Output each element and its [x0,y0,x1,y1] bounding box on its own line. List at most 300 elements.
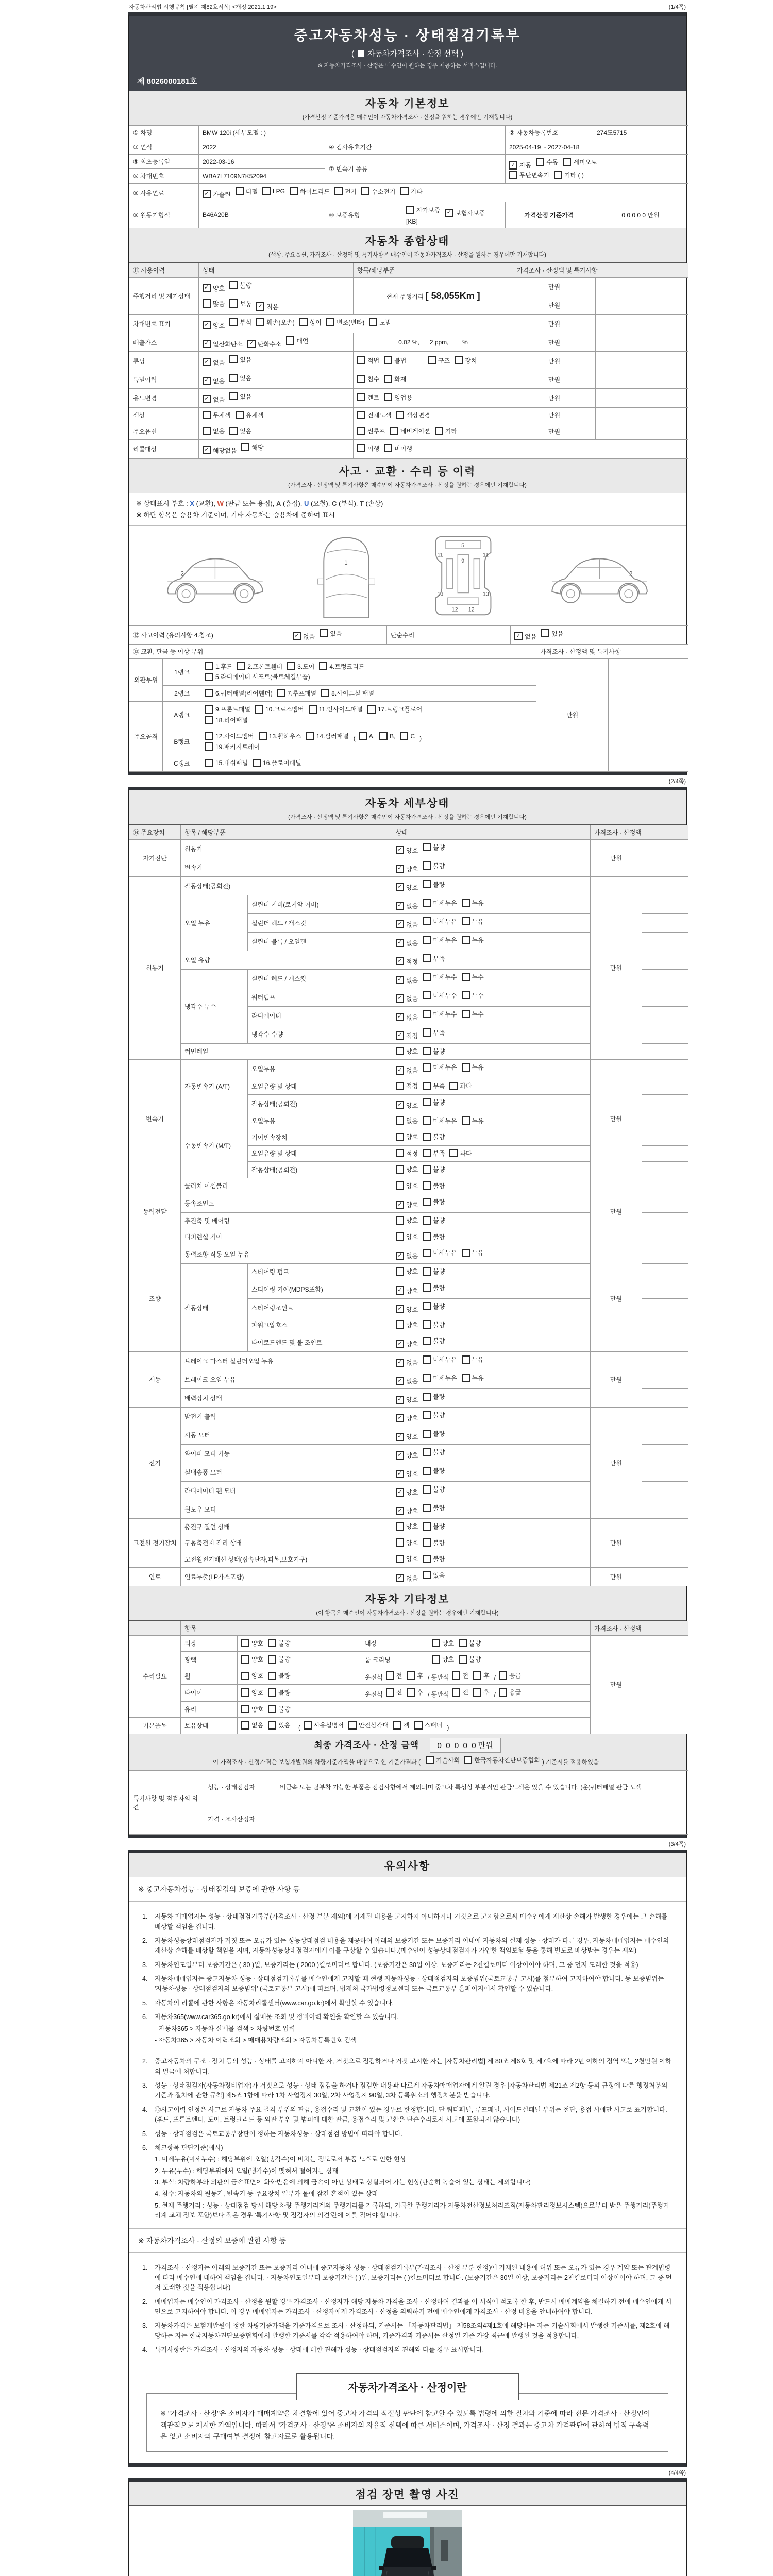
checkbox-양호[interactable] [396,883,418,892]
checkbox-label: 하이브리드 [299,188,330,195]
checkbox-불량[interactable] [423,880,445,889]
checkbox-불량[interactable] [423,1165,445,1174]
checkbox-label: 전 [396,1689,402,1697]
checkbox-양호[interactable] [396,1165,418,1174]
checkbox-무채색[interactable] [203,411,231,419]
sub-group-label: 작동상태 [181,1264,248,1352]
checkbox-전[interactable] [386,1688,402,1697]
checkbox-장치[interactable] [455,356,477,365]
status-options [392,932,591,951]
checkbox-양호[interactable] [241,1688,263,1697]
checkbox-box-icon: ✓ [203,395,211,403]
status-options [392,1162,591,1178]
note-cell [642,1500,688,1519]
checkbox-적정[interactable] [396,1081,418,1090]
item-label: 와이퍼 모터 기능 [181,1445,392,1463]
checkbox-box-icon [396,1267,404,1276]
checkbox-label: A, [368,732,375,740]
checkbox-11.인사이드패널[interactable] [309,705,363,714]
car-name-label: ① 차명 [129,126,199,140]
checkbox-있음[interactable] [229,392,251,401]
checkbox-없음[interactable] [241,1721,263,1730]
checkbox-누유[interactable] [462,1063,484,1072]
checkbox-label: 양호 [406,1166,418,1174]
checkbox-없음[interactable] [396,1377,418,1385]
checkbox-양호[interactable] [396,846,418,855]
checkbox-네비게이션[interactable] [390,427,430,435]
checkbox-17.트렁크플로어[interactable] [367,705,422,714]
checkbox-불량[interactable] [423,1320,445,1329]
checkbox-없음[interactable] [396,994,418,1003]
checkbox-19.패키지트레이[interactable] [205,742,260,751]
checkbox-불량[interactable] [423,1503,445,1512]
checkbox-양호[interactable] [241,1705,263,1714]
checkbox-양호[interactable] [396,1414,418,1422]
checkbox-불량[interactable] [423,1485,445,1494]
checkbox-변조(변타)[interactable] [326,318,364,327]
checkbox-없음[interactable] [203,427,225,435]
checkbox-후[interactable] [473,1688,490,1697]
checkbox-label: 12.사이드멤버 [215,733,254,740]
checkbox-label: 양호 [406,1047,418,1055]
checkbox-label: 없음 [406,1067,418,1075]
notice-item [142,2263,673,2293]
checkbox-없음[interactable] [514,632,536,641]
checkbox-없음[interactable] [293,632,315,641]
inspector-opinion-text: 비금속 또는 탈부착 가능한 부품은 점검사항에서 제외되며 중고차 특성상 부분적인 판금도색은 있을 수 있습니다. (운)쿼터패널 판금 도색 [276,1771,688,1803]
checkbox-box-icon [262,187,271,195]
checkbox-누유[interactable] [462,936,484,944]
item-label: 작동상태(공회전) [248,1094,392,1113]
checkbox-불량[interactable] [423,1466,445,1475]
checkbox-box-icon [306,732,314,740]
checkbox-하이브리드[interactable] [290,187,330,196]
checkbox-미세누유[interactable] [423,936,457,944]
checkbox-양호[interactable] [241,1655,263,1664]
checkbox-불량[interactable] [268,1639,290,1648]
checkbox-전체도색[interactable] [357,411,391,419]
checkbox-수동[interactable] [536,158,558,166]
item-label: 워터펌프 [248,988,392,1006]
checkbox-box-icon [423,1571,431,1579]
note-cell [642,895,688,913]
checkbox-불량[interactable] [268,1688,290,1697]
checkbox-label: 한국자동차진단보증협회 [474,1756,540,1764]
checkbox-양호[interactable] [396,1132,418,1141]
item-label: 시동 모터 [181,1426,392,1445]
document-number: 제 8026000181호 [137,77,197,86]
checkbox-15.대쉬패널[interactable] [205,758,248,767]
checkbox-양호[interactable] [396,1395,418,1404]
checkbox-box-icon [423,1165,431,1174]
checkbox-없음[interactable] [203,377,225,385]
panel-rank-table [129,644,688,772]
checkbox-불량[interactable] [423,1181,445,1190]
checkbox-B,[interactable] [379,732,395,740]
checkbox-없음[interactable] [396,902,418,910]
checkbox-8.사이드실 패널[interactable] [321,689,374,698]
checkbox-label: 2.프론트휀더 [247,663,283,670]
checkbox-box-icon [462,973,470,981]
checkbox-box-icon [384,393,392,401]
checkbox-LPG[interactable] [262,187,285,195]
table-row: 튜닝 ✓ 없음 있음 적법 불법 구조 장치 만원 [129,351,688,370]
checkbox-box-icon: ✓ [396,957,404,965]
checkbox-불량[interactable] [423,1098,445,1107]
checkbox-양호[interactable] [396,865,418,873]
checkbox-불량[interactable] [268,1655,290,1664]
checkbox-없음[interactable] [396,1013,418,1022]
checkbox-많음[interactable] [203,299,225,308]
checkbox-box-icon [462,1010,470,1018]
checkbox-불량[interactable] [423,861,445,870]
status-options [392,1408,591,1426]
checkbox-label: 불량 [433,1486,445,1494]
checkbox-box-icon [455,356,463,364]
checkbox-양호[interactable] [432,1639,454,1648]
checkbox-안전삼각대[interactable] [348,1721,389,1730]
checkbox-미세누유[interactable] [423,1248,457,1257]
checkbox-양호[interactable] [396,1047,418,1056]
checkbox-label: 15.대쉬패널 [215,759,248,767]
checkbox-4.트렁크리드[interactable] [319,662,364,671]
checkbox-세미오토[interactable] [563,158,597,166]
checkbox-양호[interactable] [396,1469,418,1478]
regulation-text: 자동차관리법 시행규칙 [별지 제82호서식] <개정 2021.1.19> [129,4,277,10]
checkbox-불량[interactable] [423,1448,445,1456]
checkbox-부족[interactable] [423,1028,445,1037]
checkbox-미이행[interactable] [384,444,412,453]
checkbox-가솔린[interactable] [203,190,231,199]
sub-group-label: 자동변속기 (A/T) [181,1060,248,1113]
checkbox-양호[interactable] [241,1639,263,1648]
checkbox-label: 양호 [251,1705,264,1713]
checkbox-부족[interactable] [423,1149,445,1158]
checkbox-해당없음[interactable] [203,446,237,455]
checkbox-전[interactable] [386,1671,402,1680]
status-options [392,1078,591,1095]
checkbox-box-icon [554,171,562,179]
status-options [392,1551,591,1568]
checkbox-없음[interactable] [396,976,418,985]
checkbox-양호[interactable] [432,1655,454,1664]
checkbox-미세누수[interactable] [423,1010,457,1019]
checkbox-양호[interactable] [396,1451,418,1460]
checkbox-디젤[interactable] [236,187,258,196]
checkbox-3.도어[interactable] [287,662,314,671]
checkbox-box-icon [229,392,238,400]
checkbox-수소전기[interactable] [361,187,395,196]
checkbox-응급[interactable] [499,1671,521,1680]
checkbox-불량[interactable] [423,1411,445,1419]
notice-item [142,2057,673,2077]
checkbox-box-icon: ✓ [396,1359,404,1367]
checkbox-불량[interactable] [229,281,251,290]
checkbox-미세누수[interactable] [423,991,457,1000]
checkbox-양호[interactable] [396,1506,418,1515]
checkbox-미세누유[interactable] [423,1063,457,1072]
checkbox-label: 6.쿼터패널(리어휀더) [215,689,273,697]
checkbox-해당[interactable] [241,443,263,452]
checkbox-있음[interactable] [268,1721,290,1730]
checkbox-탄화수소[interactable] [247,340,281,348]
checkbox-label: 전 [396,1672,402,1680]
note-cell [642,1006,688,1025]
checkbox-불법[interactable] [384,356,406,365]
checkbox-기타[interactable] [400,187,423,196]
checkbox-있음[interactable] [423,1571,445,1580]
checkbox-전[interactable] [452,1688,468,1697]
checkbox-적정[interactable] [396,957,418,966]
checkbox-label: 양호 [406,865,418,873]
checkbox-사용설명서[interactable] [304,1721,344,1730]
checkbox-양호[interactable] [396,1522,418,1531]
checkbox-1.후드[interactable] [205,662,232,671]
checkbox-없음[interactable] [396,1116,418,1125]
checkbox-불량[interactable] [423,1047,445,1056]
checkbox-미세누유[interactable] [423,1374,457,1382]
checkbox-유채색[interactable] [236,411,264,419]
checkbox-18.리어패널[interactable] [205,716,248,724]
checkbox-도말[interactable] [369,318,391,327]
checkbox-양호[interactable] [396,1432,418,1441]
checkbox-전[interactable] [452,1671,468,1680]
checkbox-label: 불량 [433,1166,445,1174]
checkbox-label: 불량 [433,1467,445,1475]
checkbox-누유[interactable] [462,917,484,926]
checkbox-양호[interactable] [396,1554,418,1563]
checkbox-자동[interactable] [509,161,531,170]
checkbox-16.플로어패널[interactable] [253,758,301,767]
checkbox-후[interactable] [473,1671,490,1680]
checkbox-양호[interactable] [396,1538,418,1547]
checkbox-label: 적정 [406,958,418,965]
checkbox-box-icon [423,1283,431,1292]
checkbox-불량[interactable] [268,1671,290,1680]
checkbox-있음[interactable] [229,374,251,382]
checkbox-부족[interactable] [423,1081,445,1090]
checkbox-label: 없음 [406,995,418,1003]
checkbox-없음[interactable] [396,920,418,929]
checkbox-label: 자동 [519,162,532,169]
checkbox-누유[interactable] [462,1248,484,1257]
checkbox-미세누유[interactable] [423,917,457,926]
checkbox-과다[interactable] [449,1081,472,1090]
checkbox-없음[interactable] [396,1251,418,1260]
checkbox-불량[interactable] [423,1216,445,1225]
checkbox-box-icon [462,991,470,999]
checkbox-있음[interactable] [229,355,251,364]
checkbox-적정[interactable] [396,1031,418,1040]
checkbox-C[interactable] [400,732,415,740]
checkbox-양호[interactable] [241,1671,263,1680]
checkbox-불량[interactable] [423,1392,445,1401]
checkbox-렌트[interactable] [357,393,379,402]
checkbox-7.루프패널[interactable] [277,689,316,698]
checkbox-화재[interactable] [384,375,406,383]
checkbox-불량[interactable] [459,1639,481,1648]
checkbox-훼손(오손)[interactable] [256,318,294,327]
checkbox-없음[interactable] [396,1574,418,1583]
checkbox-불량[interactable] [423,1132,445,1141]
checkbox-누유[interactable] [462,899,484,907]
checkbox-잭[interactable] [393,1721,410,1730]
checkbox-양호[interactable] [396,1232,418,1241]
checkbox-양호[interactable] [203,321,225,330]
checkbox-label: 불량 [433,1504,445,1512]
checkbox-영업용[interactable] [384,393,412,402]
checkbox-2.프론트휀더[interactable] [237,662,282,671]
checkbox-label: 세미오토 [573,159,597,166]
checkbox-불량[interactable] [423,1267,445,1276]
checkbox-불량[interactable] [459,1655,481,1664]
checkbox-후[interactable] [407,1671,423,1680]
page-number-1: (1/4쪽) [668,4,686,10]
checkbox-양호[interactable] [396,1200,418,1209]
checkbox-불량[interactable] [268,1705,290,1714]
checkbox-label: 누유 [472,1249,484,1257]
checkbox-누유[interactable] [462,1116,484,1125]
checkbox-불량[interactable] [423,1283,445,1292]
checkbox-후[interactable] [407,1688,423,1697]
checkbox-누수[interactable] [462,991,484,1000]
checkbox-14.필러패널[interactable] [306,732,349,740]
checkbox-전기[interactable] [334,187,357,196]
notice-item-number: 1. [142,2264,148,2272]
checkbox-label: 불량 [433,880,445,888]
checkbox-양호[interactable] [396,1181,418,1190]
checkbox-보험사보증[interactable] [445,209,485,217]
checkbox-미세누수[interactable] [423,973,457,981]
checkbox-있음[interactable] [320,629,342,638]
checkbox-box-icon [390,427,398,435]
checkbox-box-icon: ✓ [396,1340,404,1348]
checkbox-색상변경[interactable] [396,411,430,419]
checkbox-10.크로스멤버[interactable] [255,705,304,714]
checkbox-누유[interactable] [462,1355,484,1364]
checkbox-불량[interactable] [423,1554,445,1563]
checkbox-양호[interactable] [396,1267,418,1276]
checkbox-침수[interactable] [357,375,379,383]
checkbox-box-icon [407,1671,415,1680]
checkbox-label: 누유 [472,1356,484,1364]
checkbox-없음[interactable] [396,1066,418,1075]
note-cell [642,1213,688,1229]
checkbox-label: 4.트렁크리드 [329,663,365,670]
first-reg-value: 2022-03-16 [199,155,325,169]
note-cell [642,1025,688,1043]
checkbox-스패너[interactable] [414,1721,443,1730]
checkbox-자가보증[interactable] [406,206,440,214]
note-cell [642,1145,688,1162]
checkbox-불량[interactable] [423,843,445,852]
form-title-block [129,16,686,91]
checkbox-양호[interactable] [396,1488,418,1497]
checkbox-불량[interactable] [423,1302,445,1311]
checkbox-부족[interactable] [423,954,445,963]
checkbox-불량[interactable] [423,1197,445,1206]
checkbox-기술사회[interactable] [426,1756,460,1765]
checkbox-구조[interactable] [428,356,450,365]
checkbox-양호[interactable] [396,1286,418,1295]
checkbox-이행[interactable] [357,444,379,453]
checkbox-불량[interactable] [423,1538,445,1547]
checkbox-양호[interactable] [396,1340,418,1348]
checkbox-썬루프[interactable] [357,427,385,435]
status-options [392,1113,591,1129]
checkbox-6.쿼터패널(리어휀더)[interactable] [205,689,273,698]
checkbox-없음[interactable] [203,358,225,367]
legend-text: (요철), [309,499,332,507]
checkbox-불량[interactable] [423,1336,445,1345]
checkbox-한국자동차진단보증협회[interactable] [464,1756,540,1765]
checkbox-A,[interactable] [359,732,375,740]
checkbox-상이[interactable] [299,318,322,327]
checkbox-양호[interactable] [396,1216,418,1225]
note-cell [642,932,688,951]
checkbox-기타[interactable] [435,427,457,435]
checkbox-보통[interactable] [229,299,251,308]
checkbox-매연[interactable] [286,336,308,345]
checkbox-label: 있음 [330,630,342,637]
checkbox-양호[interactable] [396,1320,418,1329]
checkbox-누수[interactable] [462,1010,484,1019]
checkbox-일산화탄소[interactable] [203,340,243,348]
price-cell: 만원 [591,1178,642,1245]
checkbox-없음[interactable] [396,939,418,947]
checkbox-미세누유[interactable] [423,899,457,907]
checkbox-적음[interactable] [256,302,278,311]
checkbox-box-icon: ✓ [247,340,256,348]
checkbox-box-icon [396,411,404,419]
checkbox-부식[interactable] [229,318,251,327]
checkbox-불량[interactable] [423,1522,445,1531]
checkbox-있음[interactable] [229,427,251,435]
checkbox-응급[interactable] [499,1688,521,1697]
checkbox-없음[interactable] [396,1358,418,1367]
checkbox-13.휠하우스[interactable] [259,732,301,740]
checkbox-기타 ( )[interactable] [554,171,584,179]
checkbox-5.라디에이터 서포트(볼트체결부품)[interactable] [205,672,310,681]
checkbox-box-icon [473,1671,481,1680]
checkbox-양호[interactable] [396,1305,418,1314]
checkbox-미세누유[interactable] [423,1355,457,1364]
device-group-label: 동력전달 [129,1178,181,1245]
checkbox-적정[interactable] [396,1149,418,1158]
checkbox-누수[interactable] [462,973,484,981]
checkbox-있음[interactable] [541,629,563,638]
checkbox-불량[interactable] [423,1429,445,1438]
checkbox-label: 해당없음 [213,447,237,454]
checkbox-12.사이드멤버[interactable] [205,732,254,740]
checkbox-미세누유[interactable] [423,1116,457,1125]
notice-sub-item: 5. 현재 주행거리 : 성능 · 상태점검 당시 해당 차량 주행거리계의 주행거리를 기록하되, 기록한 주행거리가 자동차전산정보처리조직(자동차관리정보시스템)으로부터 받은 주행거리(주행거리계 교체 정보 포함)보다 적은 경우 '특기사항 및 점검자의 의견'란에 이를 적어야 합니다. [155,2201,669,2219]
checkbox-불량[interactable] [423,1232,445,1241]
checkbox-없음[interactable] [203,395,225,404]
checkbox-box-icon [396,1165,404,1174]
checkbox-적법[interactable] [357,356,379,365]
checkbox-box-icon [406,206,414,214]
checkbox-양호[interactable] [396,1101,418,1110]
checkbox-9.프론트패널[interactable] [205,705,250,714]
notice-item-text: 체크항목 판단기준(예시) 1. 미세누유(미세누수) : 해당부위에 오일(냉각수)이 비치는 정도로서 부품 노후로 인한 현상 2. 누유(누수) : 해당부위에서 오일(냉각수)이 맺혀서 떨어지는 상태 3. 부식: 차량하부와 외판의 금속표면이 화학반응에 의해 금속이 아닌 상태로 상실되어 가는 현상(단순히 녹슬어 있는 상태는 제외합니다) 4. 침수: 자동차의 원동기, 변속기 등 주요장치 일부가 물에 잠긴 흔적이 있는 상태 5. 현재 주행거리 : 성능 · 상태점검 당시 해당 차량 주행거리계의 주행거리를 기록하되, 기록한 주행거리가 자동차전산정보처리조직(자동차관리정보시스템)으로부터 받은 주행거리(주행거리계 교체 정보 포함)보다 적은 경우 '특기사항 및 점검자의 의견'란에 이를 적어야 합니다. [155,2143,673,2221]
checkbox-양호[interactable] [203,284,225,293]
item-label: 실린더 블록 / 오일팬 [248,932,392,951]
checkbox-무단변속기[interactable] [509,171,549,179]
checkbox-누유[interactable] [462,1374,484,1382]
checkbox-과다[interactable] [449,1149,472,1158]
checkbox-box-icon: ✓ [396,1451,404,1460]
